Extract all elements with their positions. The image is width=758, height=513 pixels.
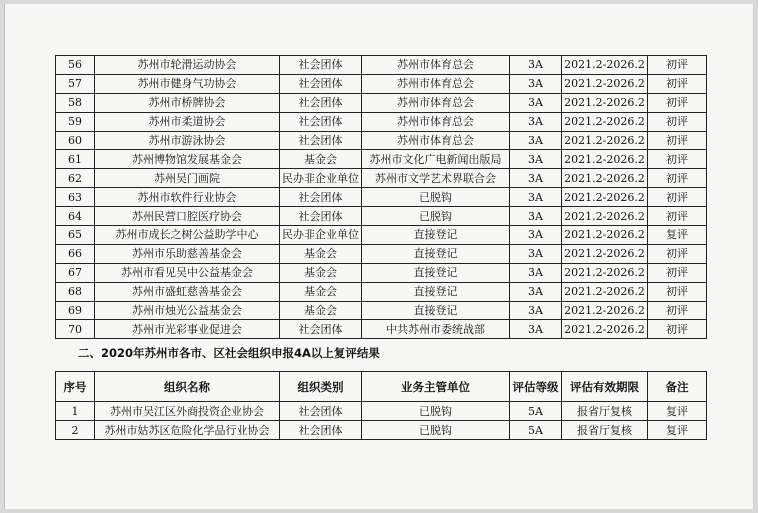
header-org-type: 组织类别: [280, 372, 362, 402]
cell-validity: 报省厅复核: [562, 421, 648, 440]
table-row: [56, 301, 707, 320]
cell-remark: 初评: [648, 244, 707, 263]
cell-supervisor: 苏州市文学艺术界联合会: [362, 169, 510, 188]
cell-grade: 3A: [510, 301, 562, 320]
cell-grade: 3A: [510, 56, 562, 75]
table-row: [56, 74, 707, 93]
cell-org-name: 苏州博物馆发展基金会: [95, 150, 280, 169]
cell-org-name: 苏州市乐助慈善基金会: [95, 244, 280, 263]
cell-index: 56: [56, 56, 95, 75]
review-table-body: [56, 402, 707, 440]
table-row: [56, 131, 707, 150]
cell-remark: 初评: [648, 320, 707, 339]
table-header-row: [56, 372, 707, 402]
document-page: [4, 4, 754, 509]
cell-validity: 报省厅复核: [562, 402, 648, 421]
cell-org-name: 苏州市吴江区外商投资企业协会: [95, 402, 280, 421]
cell-validity: 2021.2-2026.2: [562, 188, 648, 207]
cell-supervisor: 直接登记: [362, 301, 510, 320]
cell-org-name: 苏州市光彩事业促进会: [95, 320, 280, 339]
table-row: [56, 244, 707, 263]
cell-supervisor: 已脱钩: [362, 421, 510, 440]
cell-supervisor: 苏州市体育总会: [362, 112, 510, 131]
cell-validity: 2021.2-2026.2: [562, 112, 648, 131]
cell-remark: 初评: [648, 169, 707, 188]
table-row: [56, 282, 707, 301]
cell-index: 64: [56, 207, 95, 226]
cell-org-type: 社会团体: [280, 320, 362, 339]
cell-validity: 2021.2-2026.2: [562, 301, 648, 320]
cell-index: 59: [56, 112, 95, 131]
cell-remark: 初评: [648, 207, 707, 226]
cell-grade: 3A: [510, 112, 562, 131]
cell-remark: 初评: [648, 56, 707, 75]
cell-validity: 2021.2-2026.2: [562, 320, 648, 339]
cell-supervisor: 苏州市体育总会: [362, 93, 510, 112]
cell-org-type: 基金会: [280, 282, 362, 301]
cell-org-type: 基金会: [280, 150, 362, 169]
cell-grade: 3A: [510, 169, 562, 188]
cell-remark: 复评: [648, 421, 707, 440]
cell-grade: 3A: [510, 150, 562, 169]
cell-grade: 3A: [510, 263, 562, 282]
cell-remark: 初评: [648, 263, 707, 282]
cell-index: 61: [56, 150, 95, 169]
cell-validity: 2021.2-2026.2: [562, 56, 648, 75]
cell-supervisor: 中共苏州市委统战部: [362, 320, 510, 339]
table-row: [56, 188, 707, 207]
cell-remark: 初评: [648, 188, 707, 207]
cell-index: 57: [56, 74, 95, 93]
cell-validity: 2021.2-2026.2: [562, 74, 648, 93]
cell-validity: 2021.2-2026.2: [562, 282, 648, 301]
cell-org-type: 社会团体: [280, 402, 362, 421]
cell-grade: 5A: [510, 421, 562, 440]
cell-validity: 2021.2-2026.2: [562, 93, 648, 112]
table-row: [56, 56, 707, 75]
cell-validity: 2021.2-2026.2: [562, 226, 648, 245]
cell-index: 69: [56, 301, 95, 320]
cell-supervisor: 已脱钩: [362, 402, 510, 421]
cell-org-type: 社会团体: [280, 188, 362, 207]
table-row: [56, 207, 707, 226]
cell-index: 2: [56, 421, 95, 440]
cell-remark: 初评: [648, 282, 707, 301]
cell-org-name: 苏州市游泳协会: [95, 131, 280, 150]
cell-org-type: 基金会: [280, 263, 362, 282]
cell-org-type: 社会团体: [280, 74, 362, 93]
table-row: [56, 263, 707, 282]
cell-index: 1: [56, 402, 95, 421]
cell-supervisor: 直接登记: [362, 244, 510, 263]
cell-remark: 复评: [648, 226, 707, 245]
cell-supervisor: 直接登记: [362, 263, 510, 282]
cell-supervisor: 直接登记: [362, 226, 510, 245]
review-results-table: [55, 371, 707, 440]
cell-remark: 初评: [648, 74, 707, 93]
cell-validity: 2021.2-2026.2: [562, 207, 648, 226]
cell-validity: 2021.2-2026.2: [562, 263, 648, 282]
cell-org-type: 社会团体: [280, 207, 362, 226]
cell-org-name: 苏州市成长之树公益助学中心: [95, 226, 280, 245]
cell-org-name: 苏州吴门画院: [95, 169, 280, 188]
cell-supervisor: 苏州市文化广电新闻出版局: [362, 150, 510, 169]
cell-index: 65: [56, 226, 95, 245]
cell-index: 66: [56, 244, 95, 263]
table-row: [56, 150, 707, 169]
header-supervisor: 业务主管单位: [362, 372, 510, 402]
cell-grade: 5A: [510, 402, 562, 421]
table-row: [56, 320, 707, 339]
cell-org-type: 民办非企业单位: [280, 226, 362, 245]
cell-grade: 3A: [510, 207, 562, 226]
cell-grade: 3A: [510, 226, 562, 245]
cell-validity: 2021.2-2026.2: [562, 244, 648, 263]
cell-org-name: 苏州市烛光公益基金会: [95, 301, 280, 320]
cell-validity: 2021.2-2026.2: [562, 169, 648, 188]
cell-index: 62: [56, 169, 95, 188]
cell-validity: 2021.2-2026.2: [562, 131, 648, 150]
cell-index: 60: [56, 131, 95, 150]
cell-index: 63: [56, 188, 95, 207]
results-table-body: [56, 56, 707, 339]
cell-org-name: 苏州市桥牌协会: [95, 93, 280, 112]
cell-index: 67: [56, 263, 95, 282]
cell-supervisor: 已脱钩: [362, 207, 510, 226]
cell-org-name: 苏州市柔道协会: [95, 112, 280, 131]
header-validity: 评估有效期限: [562, 372, 648, 402]
table-row: [56, 93, 707, 112]
cell-supervisor: 直接登记: [362, 282, 510, 301]
cell-grade: 3A: [510, 74, 562, 93]
cell-org-type: 社会团体: [280, 131, 362, 150]
cell-grade: 3A: [510, 188, 562, 207]
results-table-continued: [55, 55, 707, 339]
table-row: [56, 226, 707, 245]
cell-index: 68: [56, 282, 95, 301]
header-org-name: 组织名称: [95, 372, 280, 402]
cell-grade: 3A: [510, 93, 562, 112]
cell-org-name: 苏州市姑苏区危险化学品行业协会: [95, 421, 280, 440]
cell-org-name: 苏州民营口腔医疗协会: [95, 207, 280, 226]
cell-org-type: 社会团体: [280, 112, 362, 131]
cell-org-name: 苏州市软件行业协会: [95, 188, 280, 207]
section-heading: 二、2020年苏州市各市、区社会组织申报4A以上复评结果: [78, 346, 380, 360]
cell-org-name: 苏州市轮滑运动协会: [95, 56, 280, 75]
cell-org-type: 社会团体: [280, 93, 362, 112]
table-row: [56, 421, 707, 440]
cell-supervisor: 苏州市体育总会: [362, 56, 510, 75]
cell-supervisor: 苏州市体育总会: [362, 131, 510, 150]
cell-org-type: 基金会: [280, 301, 362, 320]
cell-remark: 初评: [648, 112, 707, 131]
table-row: [56, 402, 707, 421]
cell-remark: 复评: [648, 402, 707, 421]
cell-org-name: 苏州市看见吴中公益基金会: [95, 263, 280, 282]
cell-remark: 初评: [648, 93, 707, 112]
cell-remark: 初评: [648, 301, 707, 320]
header-grade: 评估等级: [510, 372, 562, 402]
cell-grade: 3A: [510, 282, 562, 301]
cell-org-type: 社会团体: [280, 56, 362, 75]
cell-org-name: 苏州市盛虹慈善基金会: [95, 282, 280, 301]
cell-grade: 3A: [510, 131, 562, 150]
cell-index: 58: [56, 93, 95, 112]
cell-remark: 初评: [648, 131, 707, 150]
cell-validity: 2021.2-2026.2: [562, 150, 648, 169]
cell-supervisor: 已脱钩: [362, 188, 510, 207]
cell-supervisor: 苏州市体育总会: [362, 74, 510, 93]
cell-grade: 3A: [510, 320, 562, 339]
cell-org-type: 社会团体: [280, 421, 362, 440]
table-row: [56, 112, 707, 131]
cell-org-name: 苏州市健身气功协会: [95, 74, 280, 93]
cell-org-type: 民办非企业单位: [280, 169, 362, 188]
header-index: 序号: [56, 372, 95, 402]
table-row: [56, 169, 707, 188]
cell-org-type: 基金会: [280, 244, 362, 263]
cell-grade: 3A: [510, 244, 562, 263]
header-remark: 备注: [648, 372, 707, 402]
cell-remark: 初评: [648, 150, 707, 169]
cell-index: 70: [56, 320, 95, 339]
